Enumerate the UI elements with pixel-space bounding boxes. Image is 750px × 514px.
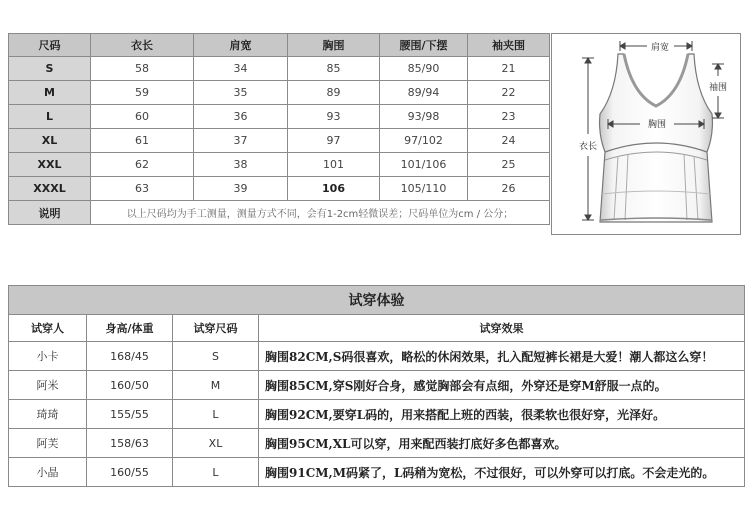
shoulder-value: 39 <box>194 177 288 201</box>
chest-label: 胸围 <box>647 120 667 130</box>
waist-hem-value: 85/90 <box>380 57 468 81</box>
trial-effect: 胸围85CM,穿S刚好合身，感觉胸部会有点细，外穿还是穿M舒服一点的。 <box>259 371 745 400</box>
shoulder-label: 肩宽 <box>650 43 670 53</box>
chest-value: 101 <box>288 153 380 177</box>
waist-hem-value: 101/106 <box>380 153 468 177</box>
trial-size: L <box>173 458 259 487</box>
armhole-value: 25 <box>468 153 550 177</box>
waist-hem-value: 93/98 <box>380 105 468 129</box>
size-label: L <box>9 105 91 129</box>
shoulder-value: 35 <box>194 81 288 105</box>
size-label: M <box>9 81 91 105</box>
size-chart-table <box>8 33 550 225</box>
chest-value: 106 <box>288 177 380 201</box>
table-row <box>9 57 550 81</box>
length-value: 62 <box>91 153 194 177</box>
trial-effect: 胸围92CM,要穿L码的，用来搭配上班的西装，很柔软也很好穿，光泽好。 <box>259 400 745 429</box>
size-label: S <box>9 57 91 81</box>
armhole-value: 26 <box>468 177 550 201</box>
trial-size: XL <box>173 429 259 458</box>
table-row <box>9 81 550 105</box>
length-value: 60 <box>91 105 194 129</box>
armhole-label: 袖围 <box>708 83 728 93</box>
height-weight: 168/45 <box>87 342 173 371</box>
header-waist-hem: 腰围/下摆 <box>380 34 468 57</box>
garment-measurement-diagram <box>551 33 741 235</box>
table-row <box>9 458 745 487</box>
header-size: 尺码 <box>9 34 91 57</box>
table-row <box>9 400 745 429</box>
tester-name: 小晶 <box>9 458 87 487</box>
table-row <box>9 177 550 201</box>
header-length: 衣长 <box>91 34 194 57</box>
size-chart-header-row <box>9 34 550 57</box>
chest-value: 97 <box>288 129 380 153</box>
size-label: XL <box>9 129 91 153</box>
height-weight: 160/50 <box>87 371 173 400</box>
tank-top-body <box>600 54 713 222</box>
header-height-weight: 身高/体重 <box>87 315 173 342</box>
size-label: XXL <box>9 153 91 177</box>
length-label: 衣长 <box>578 142 598 152</box>
height-weight: 160/55 <box>87 458 173 487</box>
trial-size: L <box>173 400 259 429</box>
table-row <box>9 371 745 400</box>
armhole-value: 23 <box>468 105 550 129</box>
shoulder-value: 37 <box>194 129 288 153</box>
waist-hem-value: 105/110 <box>380 177 468 201</box>
length-value: 59 <box>91 81 194 105</box>
tank-top-illustration <box>552 34 740 234</box>
note-text: 以上尺码均为手工测量，测量方式不同，会有1-2cm轻微误差；尺码单位为cm / 公分； <box>91 201 550 225</box>
table-row <box>9 153 550 177</box>
waist-hem-value: 89/94 <box>380 81 468 105</box>
trial-title-row <box>9 286 745 315</box>
header-armhole: 袖夹围 <box>468 34 550 57</box>
table-row <box>9 342 745 371</box>
height-weight: 158/63 <box>87 429 173 458</box>
trial-effect: 胸围91CM,M码紧了，L码稍为宽松，不过很好，可以外穿可以打底。不会走光的。 <box>259 458 745 487</box>
tester-name: 琦琦 <box>9 400 87 429</box>
trial-experience-table <box>8 285 745 487</box>
length-value: 61 <box>91 129 194 153</box>
waist-hem-value: 97/102 <box>380 129 468 153</box>
armhole-value: 22 <box>468 81 550 105</box>
length-value: 58 <box>91 57 194 81</box>
shoulder-value: 34 <box>194 57 288 81</box>
armhole-value: 24 <box>468 129 550 153</box>
header-chest: 胸围 <box>288 34 380 57</box>
tester-name: 阿芙 <box>9 429 87 458</box>
header-trial-size: 试穿尺码 <box>173 315 259 342</box>
trial-size: S <box>173 342 259 371</box>
tester-name: 阿米 <box>9 371 87 400</box>
length-value: 63 <box>91 177 194 201</box>
note-label: 说明 <box>9 201 91 225</box>
trial-size: M <box>173 371 259 400</box>
size-label: XXXL <box>9 177 91 201</box>
table-row <box>9 129 550 153</box>
chest-value: 93 <box>288 105 380 129</box>
chest-value: 85 <box>288 57 380 81</box>
trial-title: 试穿体验 <box>9 286 745 315</box>
header-trial-effect: 试穿效果 <box>259 315 745 342</box>
tester-name: 小卡 <box>9 342 87 371</box>
height-weight: 155/55 <box>87 400 173 429</box>
shoulder-value: 38 <box>194 153 288 177</box>
table-row <box>9 105 550 129</box>
note-row <box>9 201 550 225</box>
trial-header-row <box>9 315 745 342</box>
table-row <box>9 429 745 458</box>
body-length-arrow <box>582 58 594 220</box>
header-shoulder: 肩宽 <box>194 34 288 57</box>
armhole-value: 21 <box>468 57 550 81</box>
trial-effect: 胸围82CM,S码很喜欢，略松的休闲效果，扎入配短裤长裙是大爱！潮人都这么穿！ <box>259 342 745 371</box>
chest-value: 89 <box>288 81 380 105</box>
trial-effect: 胸围95CM,XL可以穿，用来配西装打底好多色都喜欢。 <box>259 429 745 458</box>
shoulder-value: 36 <box>194 105 288 129</box>
header-tester: 试穿人 <box>9 315 87 342</box>
